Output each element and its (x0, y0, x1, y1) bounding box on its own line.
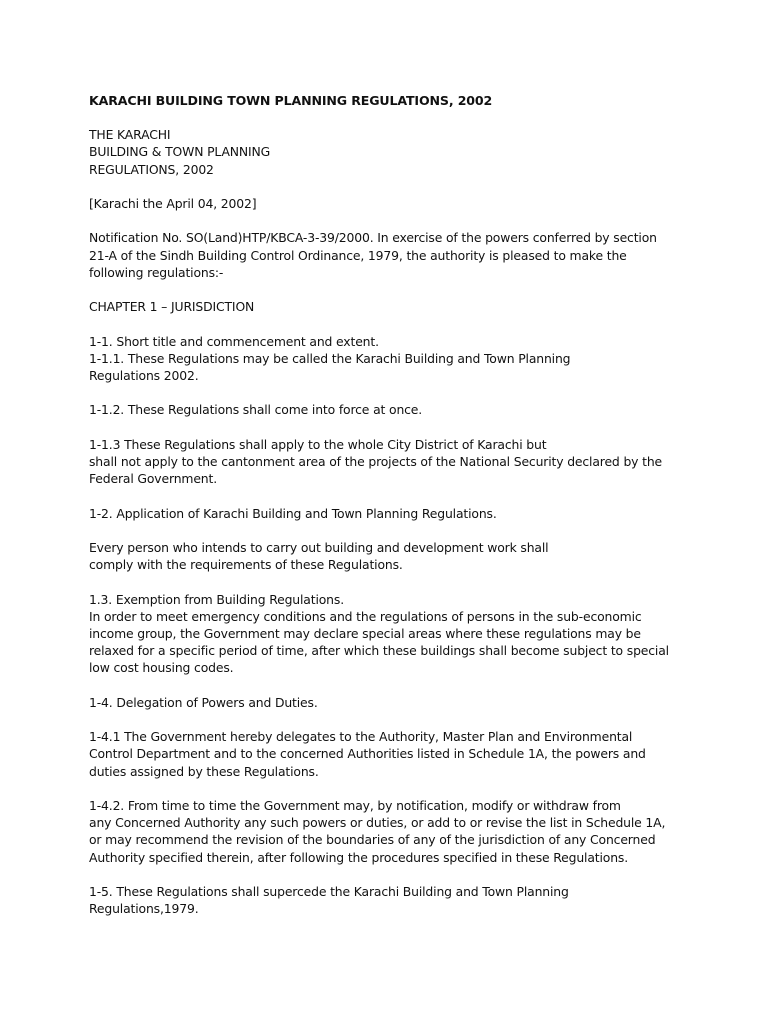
text-line: Authority specified therein, after following the procedures specified in these Regulations. (89, 849, 629, 865)
text-line: low cost housing codes. (89, 660, 234, 676)
paragraph (89, 539, 689, 573)
text-line: Regulations,1979. (89, 901, 199, 917)
text-line: In order to meet emergency conditions and the regulations of persons in the sub-economic (89, 608, 642, 624)
text-line: Control Department and to the concerned Authorities listed in Schedule 1A, the powers and (89, 746, 646, 762)
text-line: any Concerned Authority any such powers or duties, or add to or revise the list in Schedule 1A, (89, 815, 666, 831)
text-line: REGULATIONS, 2002 (89, 161, 214, 177)
text-line: Notification No. SO(Land)HTP/KBCA-3-39/2000. In exercise of the powers conferred by section (89, 230, 657, 246)
text-line: Regulations 2002. (89, 367, 199, 383)
text-line: relaxed for a specific period of time, after which these buildings shall become subject to special (89, 643, 669, 659)
text-line: BUILDING & TOWN PLANNING (89, 144, 271, 160)
text-line: 1-4.2. From time to time the Government may, by notification, modify or withdraw from (89, 797, 621, 813)
text-line: 21-A of the Sindh Building Control Ordinance, 1979, the authority is pleased to make the (89, 247, 627, 263)
text-line: THE KARACHI (89, 127, 171, 143)
text-line: 1-1.3 These Regulations shall apply to the whole City District of Karachi but (89, 436, 547, 452)
paragraph (89, 505, 689, 522)
text-line: [Karachi the April 04, 2002] (89, 196, 257, 211)
paragraph (89, 694, 689, 711)
document-page (89, 92, 689, 935)
text-line: duties assigned by these Regulations. (89, 763, 319, 779)
paragraph (89, 126, 689, 178)
text-line: 1-2. Application of Karachi Building and Town Planning Regulations. (89, 505, 497, 521)
text-line: Federal Government. (89, 471, 217, 487)
paragraph (89, 401, 689, 418)
text-line: 1-4.1 The Government hereby delegates to the Authority, Master Plan and Environmental (89, 729, 633, 745)
text-line: following regulations:- (89, 264, 224, 280)
text-line: or may recommend the revision of the boundaries of any of the jurisdiction of any Concerned (89, 832, 656, 848)
text-line: shall not apply to the cantonment area of the projects of the National Security declared by the (89, 453, 663, 469)
paragraph (89, 728, 689, 780)
paragraph (89, 591, 689, 677)
paragraph (89, 229, 689, 281)
text-line: 1-4. Delegation of Powers and Duties. (89, 694, 318, 710)
paragraph (89, 333, 689, 385)
text-line: 1-1.2. These Regulations shall come into force at once. (89, 402, 423, 418)
text-line: 1-1. Short title and commencement and extent. (89, 333, 379, 349)
document-title: KARACHI BUILDING TOWN PLANNING REGULATIONS, 2002 (89, 93, 493, 108)
text-line: CHAPTER 1 – JURISDICTION (89, 299, 255, 315)
text-line: income group, the Government may declare special areas where these regulations may be (89, 625, 641, 641)
text-line: 1-1.1. These Regulations may be called the Karachi Building and Town Planning (89, 350, 571, 366)
document-body (89, 126, 689, 917)
paragraph (89, 298, 689, 315)
text-line: Every person who intends to carry out building and development work shall (89, 539, 549, 555)
text-line: 1.3. Exemption from Building Regulations. (89, 591, 344, 607)
text-line: 1-5. These Regulations shall supercede the Karachi Building and Town Planning (89, 883, 569, 899)
paragraph (89, 195, 689, 212)
paragraph (89, 797, 689, 866)
text-line: comply with the requirements of these Regulations. (89, 557, 403, 573)
paragraph (89, 883, 689, 917)
paragraph (89, 436, 689, 488)
